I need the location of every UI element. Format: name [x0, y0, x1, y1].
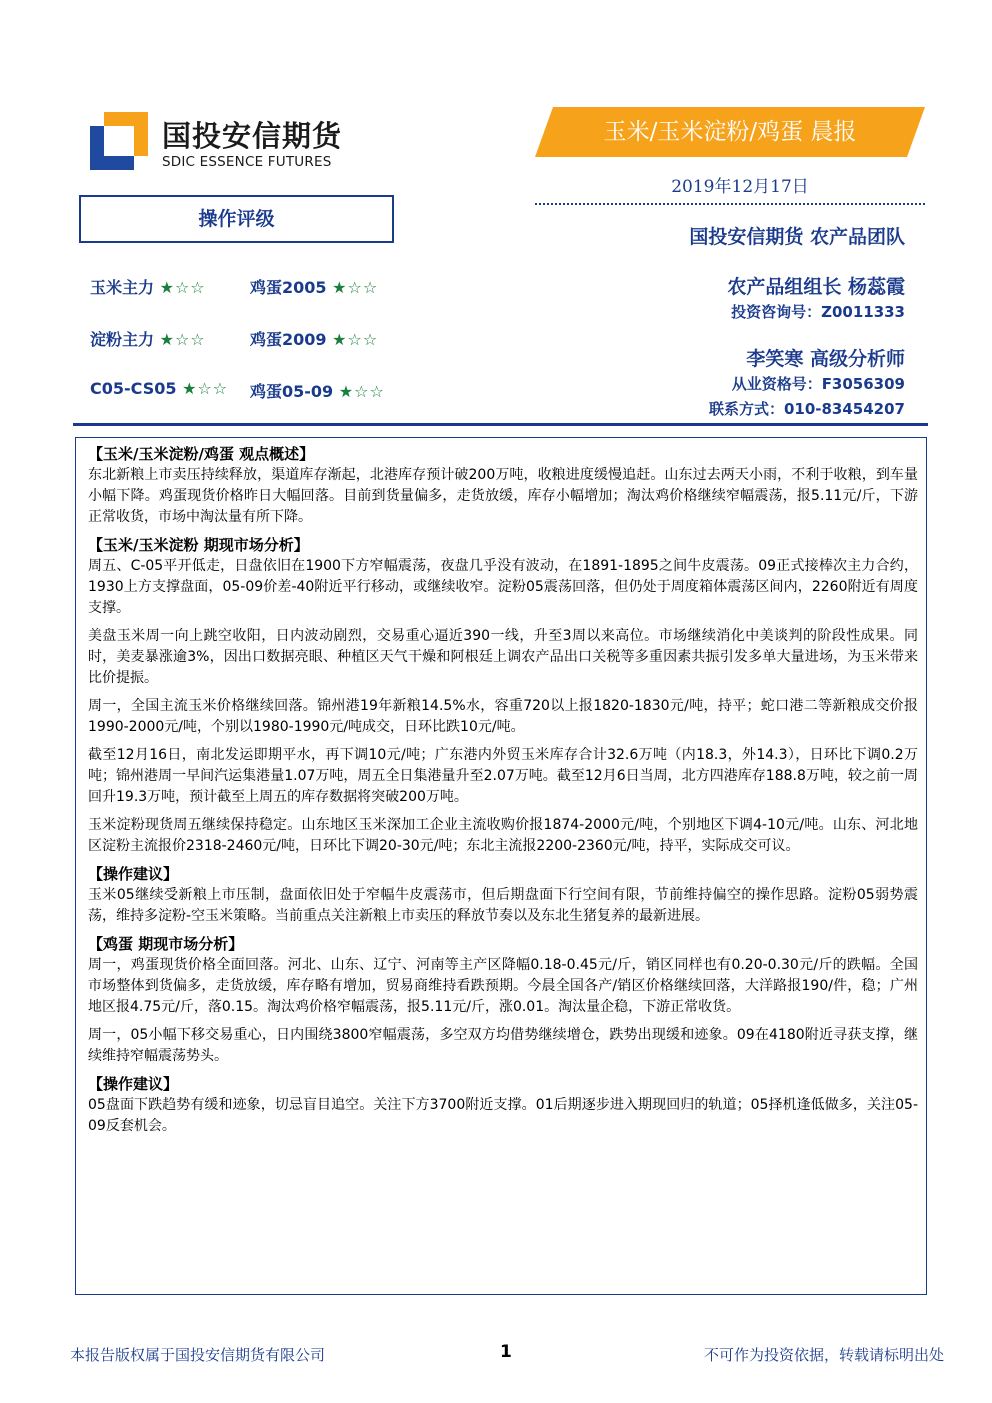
- logo-mark-icon: [90, 112, 150, 170]
- report-content-box: [75, 437, 927, 1295]
- header-divider: [73, 423, 928, 426]
- rating-row: [90, 379, 385, 401]
- star-rating-icon: ★☆☆: [338, 382, 385, 401]
- section-title-corn-advice: 【操作建议】: [88, 865, 179, 883]
- footer-copyright: 本报告版权属于国投安信期货有限公司: [70, 1346, 326, 1364]
- paragraph: 东北新粮上市卖压持续释放，渠道库存渐起，北港库存预计破200万吨，收粮进度缓慢追赶。山东过去两天小雨，不利于收粮，到车量小幅下降。鸡蛋现货价格昨日大幅回落。目前到货量偏多，走货放缓，库存小幅增加；淘汰鸡价格继续窄幅震荡，报5.11元/斤，下游正常收货，市场中淘汰量有所下降。: [88, 467, 918, 525]
- paragraph: 截至12月16日，南北发运即期平水，再下调10元/吨；广东港内外贸玉米库存合计32.6万吨（内18.3，外14.3），日环比下调0.2万吨；锦州港周一早间汽运集港量1.07万吨，周五全日集港量升至2.07万吨。截至12月6日当周，北方四港库存188.8万吨，较之前一周回升19.3万吨，预计截至上周五的库存数据将突破200万吨。: [88, 747, 918, 805]
- rating-box-title: 操作评级: [79, 195, 394, 243]
- footer-disclaimer: 不可作为投资依据，转载请标明出处: [703, 1346, 944, 1364]
- section-title-egg-advice: 【操作建议】: [88, 1075, 179, 1093]
- paragraph: 周一，全国主流玉米价格继续回落。锦州港19年新粮14.5%水，容重720以上报1820-1830元/吨，持平；蛇口港二等新粮成交价报1990-2000元/吨，个别以1980-1990元/吨成交，日环比跌10元/吨。: [88, 698, 918, 735]
- paragraph: 玉米淀粉现货周五继续保持稳定。山东地区玉米深加工企业主流收购价报1874-2000元/吨，个别地区下调4-10元/吨。山东、河北地区淀粉主流报价2318-2460元/吨，日环比下调20-30元/吨；东北主流报2200-2360元/吨，持平，实际成交可议。: [88, 817, 918, 854]
- paragraph: 周五、C-05平开低走，日盘依旧在1900下方窄幅震荡，夜盘几乎没有波动，在1891-1895之间牛皮震荡。09正式接棒次主力合约，1930上方支撑盘面，05-09价差-40附近平行移动，或继续收窄。淀粉05震荡回落，但仍处于周度箱体震荡区间内，2260附近有周度支撑。: [88, 558, 918, 616]
- rating-label: 鸡蛋05-09: [250, 382, 334, 401]
- team-name: 国投安信期货 农产品团队: [689, 226, 905, 248]
- banner-title: 玉米/玉米淀粉/鸡蛋 晨报: [603, 119, 857, 145]
- report-date: 2019年12月17日: [671, 177, 809, 197]
- star-rating-icon: ★☆☆: [159, 278, 206, 297]
- rating-label: 淀粉主力: [90, 330, 155, 349]
- paragraph: 玉米05继续受新粮上市压制，盘面依旧处于窄幅牛皮震荡市，但后期盘面下行空间有限，节前维持偏空的操作思路。淀粉05弱势震荡，维持多淀粉-空玉米策略。当前重点关注新粮上市卖压的释放节奏以及东北生猪复养的最新进展。: [88, 887, 918, 924]
- paragraph: 美盘玉米周一向上跳空收阳，日内波动剧烈，交易重心逼近390一线，升至3周以来高位。市场继续消化中美谈判的阶段性成果。同时，美麦暴涨逾3%，因出口数据亮眼、种植区天气干燥和阿根廷上调农产品出口关税等多重因素共振引发多单大量进场，为玉米带来比价提振。: [88, 628, 918, 686]
- rating-right: [250, 275, 378, 298]
- section-title-egg-market: 【鸡蛋 期现市场分析】: [88, 935, 244, 953]
- rating-label: 鸡蛋2009: [250, 330, 327, 349]
- rating-row: [90, 327, 379, 350]
- report-body: [88, 444, 918, 1144]
- lead-analyst: 农产品组组长 杨蕊霞: [727, 276, 905, 298]
- contact-info: 联系方式：010-83454207: [708, 400, 905, 418]
- paragraph: 05盘面下跌趋势有缓和迹象，切忌盲目追空。关注下方3700附近支撑。01后期逐步进入期现回归的轨道；05择机逢低做多，关注05-09反套机会。: [88, 1097, 918, 1134]
- rating-label: 鸡蛋2005: [250, 278, 327, 297]
- star-rating-icon: ★☆☆: [332, 278, 379, 297]
- rating-right: [250, 327, 378, 350]
- logo-name-cn: 国投安信期货: [162, 119, 343, 153]
- rating-row: [90, 275, 379, 298]
- paragraph: 周一，鸡蛋现货价格全面回落。河北、山东、辽宁、河南等主产区降幅0.18-0.45元/斤，销区同样也有0.20-0.30元/斤的跌幅。全国市场整体到货偏多，走货放缓，库存略有增加，贸易商维持看跌预期。今晨全国各产/销区价格继续回落，大洋路报190/件，稳；广州地区报4.75元/斤，落0.15。淘汰鸡价格窄幅震荡，报5.11元/斤，涨0.01。淘汰量企稳，下游正常收货。: [88, 957, 918, 1015]
- paragraph: 周一，05小幅下移交易重心，日内围绕3800窄幅震荡，多空双方均借势继续增仓，跌势出现缓和迹象。09在4180附近寻获支撑，继续维持窄幅震荡势头。: [88, 1027, 918, 1064]
- lead-license: 投资咨询号：Z0011333: [731, 303, 905, 321]
- senior-analyst: 李笑寒 高级分析师: [746, 348, 905, 370]
- logo-name-en: SDIC ESSENCE FUTURES: [162, 154, 332, 170]
- star-rating-icon: ★☆☆: [159, 330, 206, 349]
- senior-license: 从业资格号：F3056309: [731, 375, 905, 393]
- report-banner: [535, 107, 925, 157]
- company-logo: [90, 112, 350, 176]
- rating-right: [250, 379, 385, 402]
- page-number: 1: [500, 1342, 512, 1362]
- section-title-overview: 【玉米/玉米淀粉/鸡蛋 观点概述】: [88, 445, 315, 463]
- dotted-divider: [535, 203, 925, 205]
- rating-label: 玉米主力: [90, 278, 155, 297]
- rating-label: C05-CS05: [90, 379, 177, 398]
- star-rating-icon: ★☆☆: [332, 330, 379, 349]
- section-title-corn-market: 【玉米/玉米淀粉 期现市场分析】: [88, 536, 309, 554]
- star-rating-icon: ★☆☆: [182, 379, 229, 398]
